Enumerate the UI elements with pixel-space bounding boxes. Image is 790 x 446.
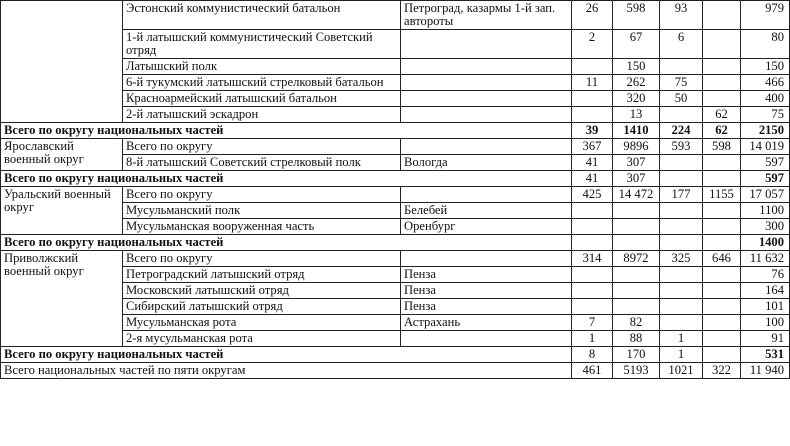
value-cell-c2 xyxy=(613,267,660,283)
value-cell-c4: 62 xyxy=(703,123,741,139)
location-cell xyxy=(401,139,572,155)
location-cell: Петроград, казармы 1-й зап. автороты xyxy=(401,1,572,30)
unit-name-cell: Всего по округу xyxy=(123,251,401,267)
value-cell-c4 xyxy=(703,155,741,171)
unit-name-cell: Красноармейский латышский батальон xyxy=(123,91,401,107)
value-cell-c1 xyxy=(572,235,613,251)
value-cell-c5: 11 940 xyxy=(741,363,790,379)
value-cell-c4 xyxy=(703,347,741,363)
value-cell-c3 xyxy=(660,283,703,299)
value-cell-c1: 2 xyxy=(572,30,613,59)
value-cell-c5: 979 xyxy=(741,1,790,30)
value-cell-c2: 150 xyxy=(613,59,660,75)
value-cell-c2: 9896 xyxy=(613,139,660,155)
value-cell-c2 xyxy=(613,299,660,315)
value-cell-c3: 177 xyxy=(660,187,703,203)
value-cell-c1 xyxy=(572,283,613,299)
location-cell: Пенза xyxy=(401,267,572,283)
value-cell-c2: 307 xyxy=(613,171,660,187)
unit-name-cell: Латышский полк xyxy=(123,59,401,75)
value-cell-c5: 2150 xyxy=(741,123,790,139)
value-cell-c3: 1 xyxy=(660,347,703,363)
value-cell-c3: 1 xyxy=(660,331,703,347)
value-cell-c2 xyxy=(613,235,660,251)
region-cell: Ярославский военный округ xyxy=(1,139,123,171)
district-total-row xyxy=(1,235,790,251)
value-cell-c4 xyxy=(703,75,741,91)
unit-name-cell: Мусульманская вооруженная часть xyxy=(123,219,401,235)
unit-name-cell: Мусульманский полк xyxy=(123,203,401,219)
value-cell-c5: 1100 xyxy=(741,203,790,219)
value-cell-c2: 307 xyxy=(613,155,660,171)
location-cell xyxy=(401,187,572,203)
value-cell-c3 xyxy=(660,315,703,331)
value-cell-c3: 325 xyxy=(660,251,703,267)
value-cell-c3: 593 xyxy=(660,139,703,155)
value-cell-c5: 597 xyxy=(741,155,790,171)
unit-name-cell: 6-й тукумский латышский стрелковый батальон xyxy=(123,75,401,91)
location-cell: Оренбург xyxy=(401,219,572,235)
district-total-row xyxy=(1,123,790,139)
district-total-row xyxy=(1,171,790,187)
unit-name-cell: Московский латышский отряд xyxy=(123,283,401,299)
value-cell-c1: 41 xyxy=(572,155,613,171)
value-cell-c4: 322 xyxy=(703,363,741,379)
value-cell-c5: 400 xyxy=(741,91,790,107)
value-cell-c4 xyxy=(703,331,741,347)
value-cell-c5: 101 xyxy=(741,299,790,315)
value-cell-c2: 262 xyxy=(613,75,660,91)
value-cell-c2: 320 xyxy=(613,91,660,107)
location-cell xyxy=(401,251,572,267)
location-cell xyxy=(401,107,572,123)
value-cell-c2: 8972 xyxy=(613,251,660,267)
value-cell-c4 xyxy=(703,299,741,315)
table-row xyxy=(1,251,790,267)
unit-name-cell: 2-я мусульманская рота xyxy=(123,331,401,347)
total-label-cell: Всего национальных частей по пяти округам xyxy=(1,363,572,379)
value-cell-c1: 425 xyxy=(572,187,613,203)
value-cell-c1: 11 xyxy=(572,75,613,91)
value-cell-c4: 1155 xyxy=(703,187,741,203)
value-cell-c2: 67 xyxy=(613,30,660,59)
value-cell-c5: 531 xyxy=(741,347,790,363)
value-cell-c2 xyxy=(613,219,660,235)
value-cell-c2: 170 xyxy=(613,347,660,363)
value-cell-c1: 367 xyxy=(572,139,613,155)
unit-name-cell: 1-й латышский коммунистический Советский отряд xyxy=(123,30,401,59)
location-cell xyxy=(401,91,572,107)
value-cell-c4: 62 xyxy=(703,107,741,123)
unit-name-cell: Петроградский латышский отряд xyxy=(123,267,401,283)
value-cell-c2: 14 472 xyxy=(613,187,660,203)
value-cell-c5: 75 xyxy=(741,107,790,123)
value-cell-c1 xyxy=(572,299,613,315)
value-cell-c4 xyxy=(703,283,741,299)
location-cell: Белебей xyxy=(401,203,572,219)
location-cell: Вологда xyxy=(401,155,572,171)
value-cell-c1: 26 xyxy=(572,1,613,30)
value-cell-c2: 1410 xyxy=(613,123,660,139)
unit-name-cell: Всего по округу xyxy=(123,139,401,155)
value-cell-c4 xyxy=(703,203,741,219)
value-cell-c4: 598 xyxy=(703,139,741,155)
value-cell-c3 xyxy=(660,59,703,75)
value-cell-c3 xyxy=(660,171,703,187)
location-cell xyxy=(401,331,572,347)
value-cell-c5: 597 xyxy=(741,171,790,187)
unit-name-cell: Мусульманская рота xyxy=(123,315,401,331)
value-cell-c2: 88 xyxy=(613,331,660,347)
value-cell-c4: 646 xyxy=(703,251,741,267)
value-cell-c3 xyxy=(660,203,703,219)
location-cell xyxy=(401,30,572,59)
unit-name-cell: Сибирский латышский отряд xyxy=(123,299,401,315)
value-cell-c4 xyxy=(703,30,741,59)
value-cell-c2: 5193 xyxy=(613,363,660,379)
location-cell xyxy=(401,75,572,91)
region-cell: Уральский военный округ xyxy=(1,187,123,235)
value-cell-c1 xyxy=(572,219,613,235)
value-cell-c1: 7 xyxy=(572,315,613,331)
region-cell xyxy=(1,1,123,123)
value-cell-c5: 11 632 xyxy=(741,251,790,267)
value-cell-c3 xyxy=(660,235,703,251)
value-cell-c3: 50 xyxy=(660,91,703,107)
value-cell-c5: 100 xyxy=(741,315,790,331)
value-cell-c5: 1400 xyxy=(741,235,790,251)
value-cell-c2 xyxy=(613,283,660,299)
table-row xyxy=(1,1,790,30)
value-cell-c1: 1 xyxy=(572,331,613,347)
value-cell-c3 xyxy=(660,155,703,171)
value-cell-c3 xyxy=(660,219,703,235)
total-label-cell: Всего по округу национальных частей xyxy=(1,171,572,187)
value-cell-c5: 17 057 xyxy=(741,187,790,203)
location-cell: Пенза xyxy=(401,299,572,315)
value-cell-c5: 466 xyxy=(741,75,790,91)
unit-name-cell: 2-й латышский эскадрон xyxy=(123,107,401,123)
value-cell-c3: 1021 xyxy=(660,363,703,379)
value-cell-c3: 93 xyxy=(660,1,703,30)
value-cell-c1: 8 xyxy=(572,347,613,363)
value-cell-c1: 41 xyxy=(572,171,613,187)
value-cell-c3 xyxy=(660,107,703,123)
value-cell-c1 xyxy=(572,91,613,107)
value-cell-c1 xyxy=(572,107,613,123)
region-cell: Приволжский военный округ xyxy=(1,251,123,347)
value-cell-c5: 164 xyxy=(741,283,790,299)
table-row xyxy=(1,187,790,203)
value-cell-c5: 150 xyxy=(741,59,790,75)
total-label-cell: Всего по округу национальных частей xyxy=(1,347,572,363)
value-cell-c2 xyxy=(613,203,660,219)
value-cell-c5: 80 xyxy=(741,30,790,59)
value-cell-c2: 598 xyxy=(613,1,660,30)
table-row xyxy=(1,139,790,155)
value-cell-c1 xyxy=(572,267,613,283)
value-cell-c1 xyxy=(572,59,613,75)
value-cell-c5: 300 xyxy=(741,219,790,235)
value-cell-c5: 76 xyxy=(741,267,790,283)
value-cell-c1 xyxy=(572,203,613,219)
unit-name-cell: 8-й латышский Советский стрелковый полк xyxy=(123,155,401,171)
value-cell-c2: 13 xyxy=(613,107,660,123)
grand-total-row xyxy=(1,363,790,379)
value-cell-c4 xyxy=(703,235,741,251)
value-cell-c3: 224 xyxy=(660,123,703,139)
total-label-cell: Всего по округу национальных частей xyxy=(1,235,572,251)
unit-name-cell: Всего по округу xyxy=(123,187,401,203)
value-cell-c2: 82 xyxy=(613,315,660,331)
value-cell-c3: 6 xyxy=(660,30,703,59)
value-cell-c4 xyxy=(703,219,741,235)
value-cell-c1: 461 xyxy=(572,363,613,379)
value-cell-c3: 75 xyxy=(660,75,703,91)
value-cell-c1: 314 xyxy=(572,251,613,267)
unit-name-cell: Эстонский коммунистический батальон xyxy=(123,1,401,30)
value-cell-c4 xyxy=(703,315,741,331)
value-cell-c4 xyxy=(703,59,741,75)
value-cell-c4 xyxy=(703,1,741,30)
value-cell-c1: 39 xyxy=(572,123,613,139)
total-label-cell: Всего по округу национальных частей xyxy=(1,123,572,139)
value-cell-c5: 91 xyxy=(741,331,790,347)
value-cell-c3 xyxy=(660,299,703,315)
district-total-row xyxy=(1,347,790,363)
value-cell-c4 xyxy=(703,267,741,283)
location-cell: Астрахань xyxy=(401,315,572,331)
value-cell-c3 xyxy=(660,267,703,283)
value-cell-c4 xyxy=(703,171,741,187)
location-cell: Пенза xyxy=(401,283,572,299)
value-cell-c5: 14 019 xyxy=(741,139,790,155)
location-cell xyxy=(401,59,572,75)
value-cell-c4 xyxy=(703,91,741,107)
